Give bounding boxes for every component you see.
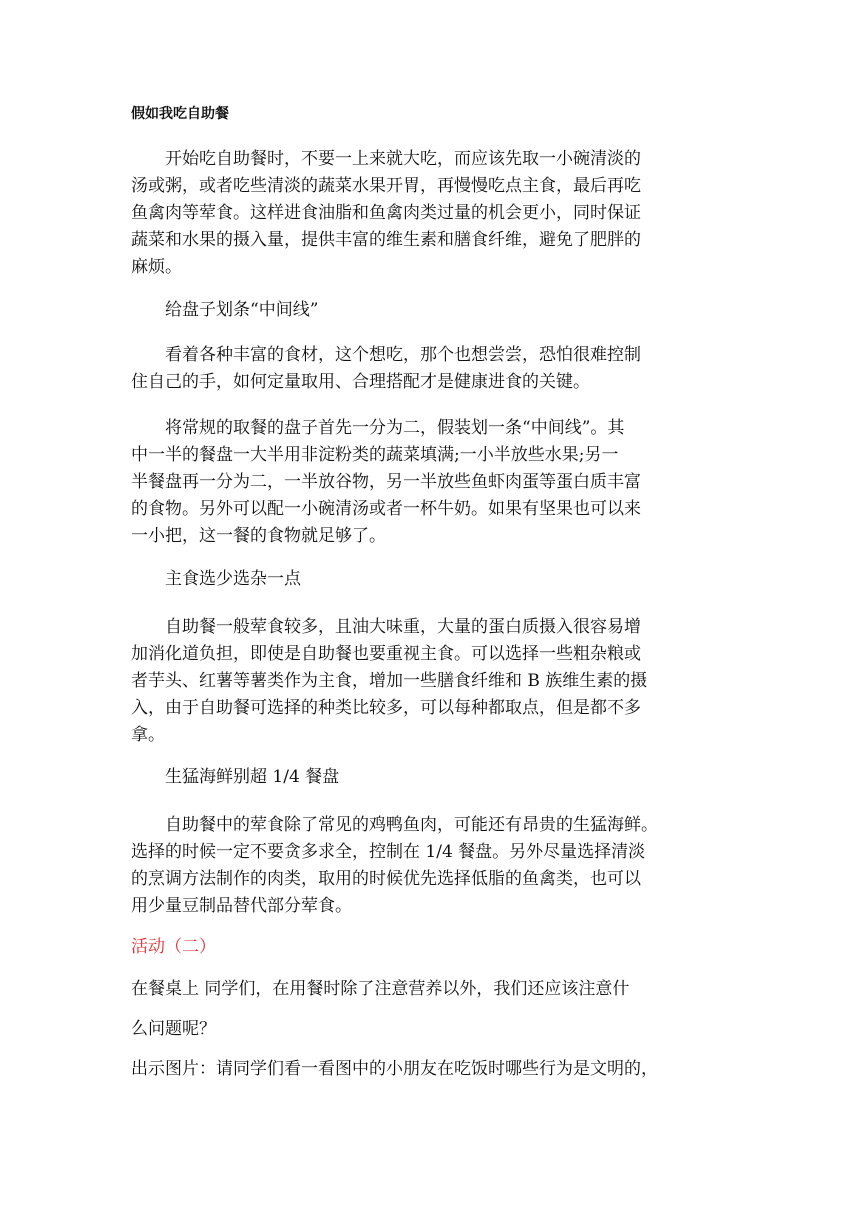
subheading-staple-food: 主食选少选杂一点 bbox=[165, 569, 301, 589]
paragraph-3 bbox=[131, 415, 731, 550]
paragraph-line: 看着各种丰富的食材，这个想吃，那个也想尝尝，恐怕很难控制 bbox=[165, 345, 641, 365]
paragraph-line: 的食物。另外可以配一小碗清汤或者一杯牛奶。如果有坚果也可以来 bbox=[131, 499, 641, 519]
paragraph-line: 者芋头、红薯等薯类作为主食，增加一些膳食纤维和 B 族维生素的摄 bbox=[131, 671, 648, 691]
paragraph-line: 开始吃自助餐时，不要一上来就大吃，而应该先取一小碗清淡的 bbox=[165, 149, 641, 169]
paragraph-line: 汤或粥，或者吃些清淡的蔬菜水果开胃，再慢慢吃点主食，最后再吃 bbox=[131, 176, 641, 196]
paragraph-1 bbox=[131, 146, 731, 281]
paragraph-line: 选择的时候一定不要贪多求全，控制在 1/4 餐盘。另外尽量选择清淡 bbox=[131, 842, 646, 862]
paragraph-line: 中一半的餐盘一大半用非淀粉类的蔬菜填满;一小半放些水果;另一 bbox=[131, 445, 619, 465]
paragraph-line: 的烹调方法制作的肉类，取用的时候优先选择低脂的鱼禽类，也可以 bbox=[131, 869, 641, 889]
paragraph-line: 加消化道负担，即使是自助餐也要重视主食。可以选择一些粗杂粮或 bbox=[131, 644, 641, 664]
paragraph-line: 入，由于自助餐可选择的种类比较多，可以每种都取点，但是都不多 bbox=[131, 698, 641, 718]
paragraph-line: 蔬菜和水果的摄入量，提供丰富的维生素和膳食纤维，避免了肥胖的 bbox=[131, 230, 641, 250]
paragraph-line: 鱼禽肉等荤食。这样进食油脂和鱼禽肉类过量的机会更小，同时保证 bbox=[131, 203, 641, 223]
paragraph-line: 一小把，这一餐的食物就足够了。 bbox=[131, 526, 386, 546]
activity-line-2: 么问题呢？ bbox=[131, 1019, 216, 1039]
paragraph-2 bbox=[131, 342, 731, 396]
activity-title: 活动（二） bbox=[131, 937, 216, 957]
paragraph-4 bbox=[131, 614, 731, 749]
paragraph-line: 用少量豆制品替代部分荤食。 bbox=[131, 896, 352, 916]
paragraph-5 bbox=[131, 812, 731, 920]
paragraph-line: 自助餐中的荤食除了常见的鸡鸭鱼肉，可能还有昂贵的生猛海鲜。 bbox=[165, 815, 658, 835]
paragraph-line: 住自己的手，如何定量取用、合理搭配才是健康进食的关键。 bbox=[131, 372, 590, 392]
paragraph-line: 将常规的取餐的盘子首先一分为二，假装划一条“中间线”。其 bbox=[165, 418, 625, 438]
paragraph-line: 半餐盘再一分为二，一半放谷物，另一半放些鱼虾肉蛋等蛋白质丰富 bbox=[131, 472, 641, 492]
activity-line-1: 在餐桌上 同学们，在用餐时除了注意营养以外，我们还应该注意什 bbox=[131, 979, 630, 999]
paragraph-line: 拿。 bbox=[131, 725, 165, 745]
paragraph-line: 自助餐一般荤食较多，且油大味重，大量的蛋白质摄入很容易增 bbox=[165, 617, 641, 637]
article-title: 假如我吃自助餐 bbox=[131, 106, 229, 122]
paragraph-line: 麻烦。 bbox=[131, 257, 182, 277]
activity-line-3: 出示图片：请同学们看一看图中的小朋友在吃饭时哪些行为是文明的， bbox=[131, 1059, 658, 1079]
subheading-seafood: 生猛海鲜别超 1/4 餐盘 bbox=[165, 767, 340, 787]
subheading-middle-line: 给盘子划条“中间线” bbox=[165, 300, 319, 320]
